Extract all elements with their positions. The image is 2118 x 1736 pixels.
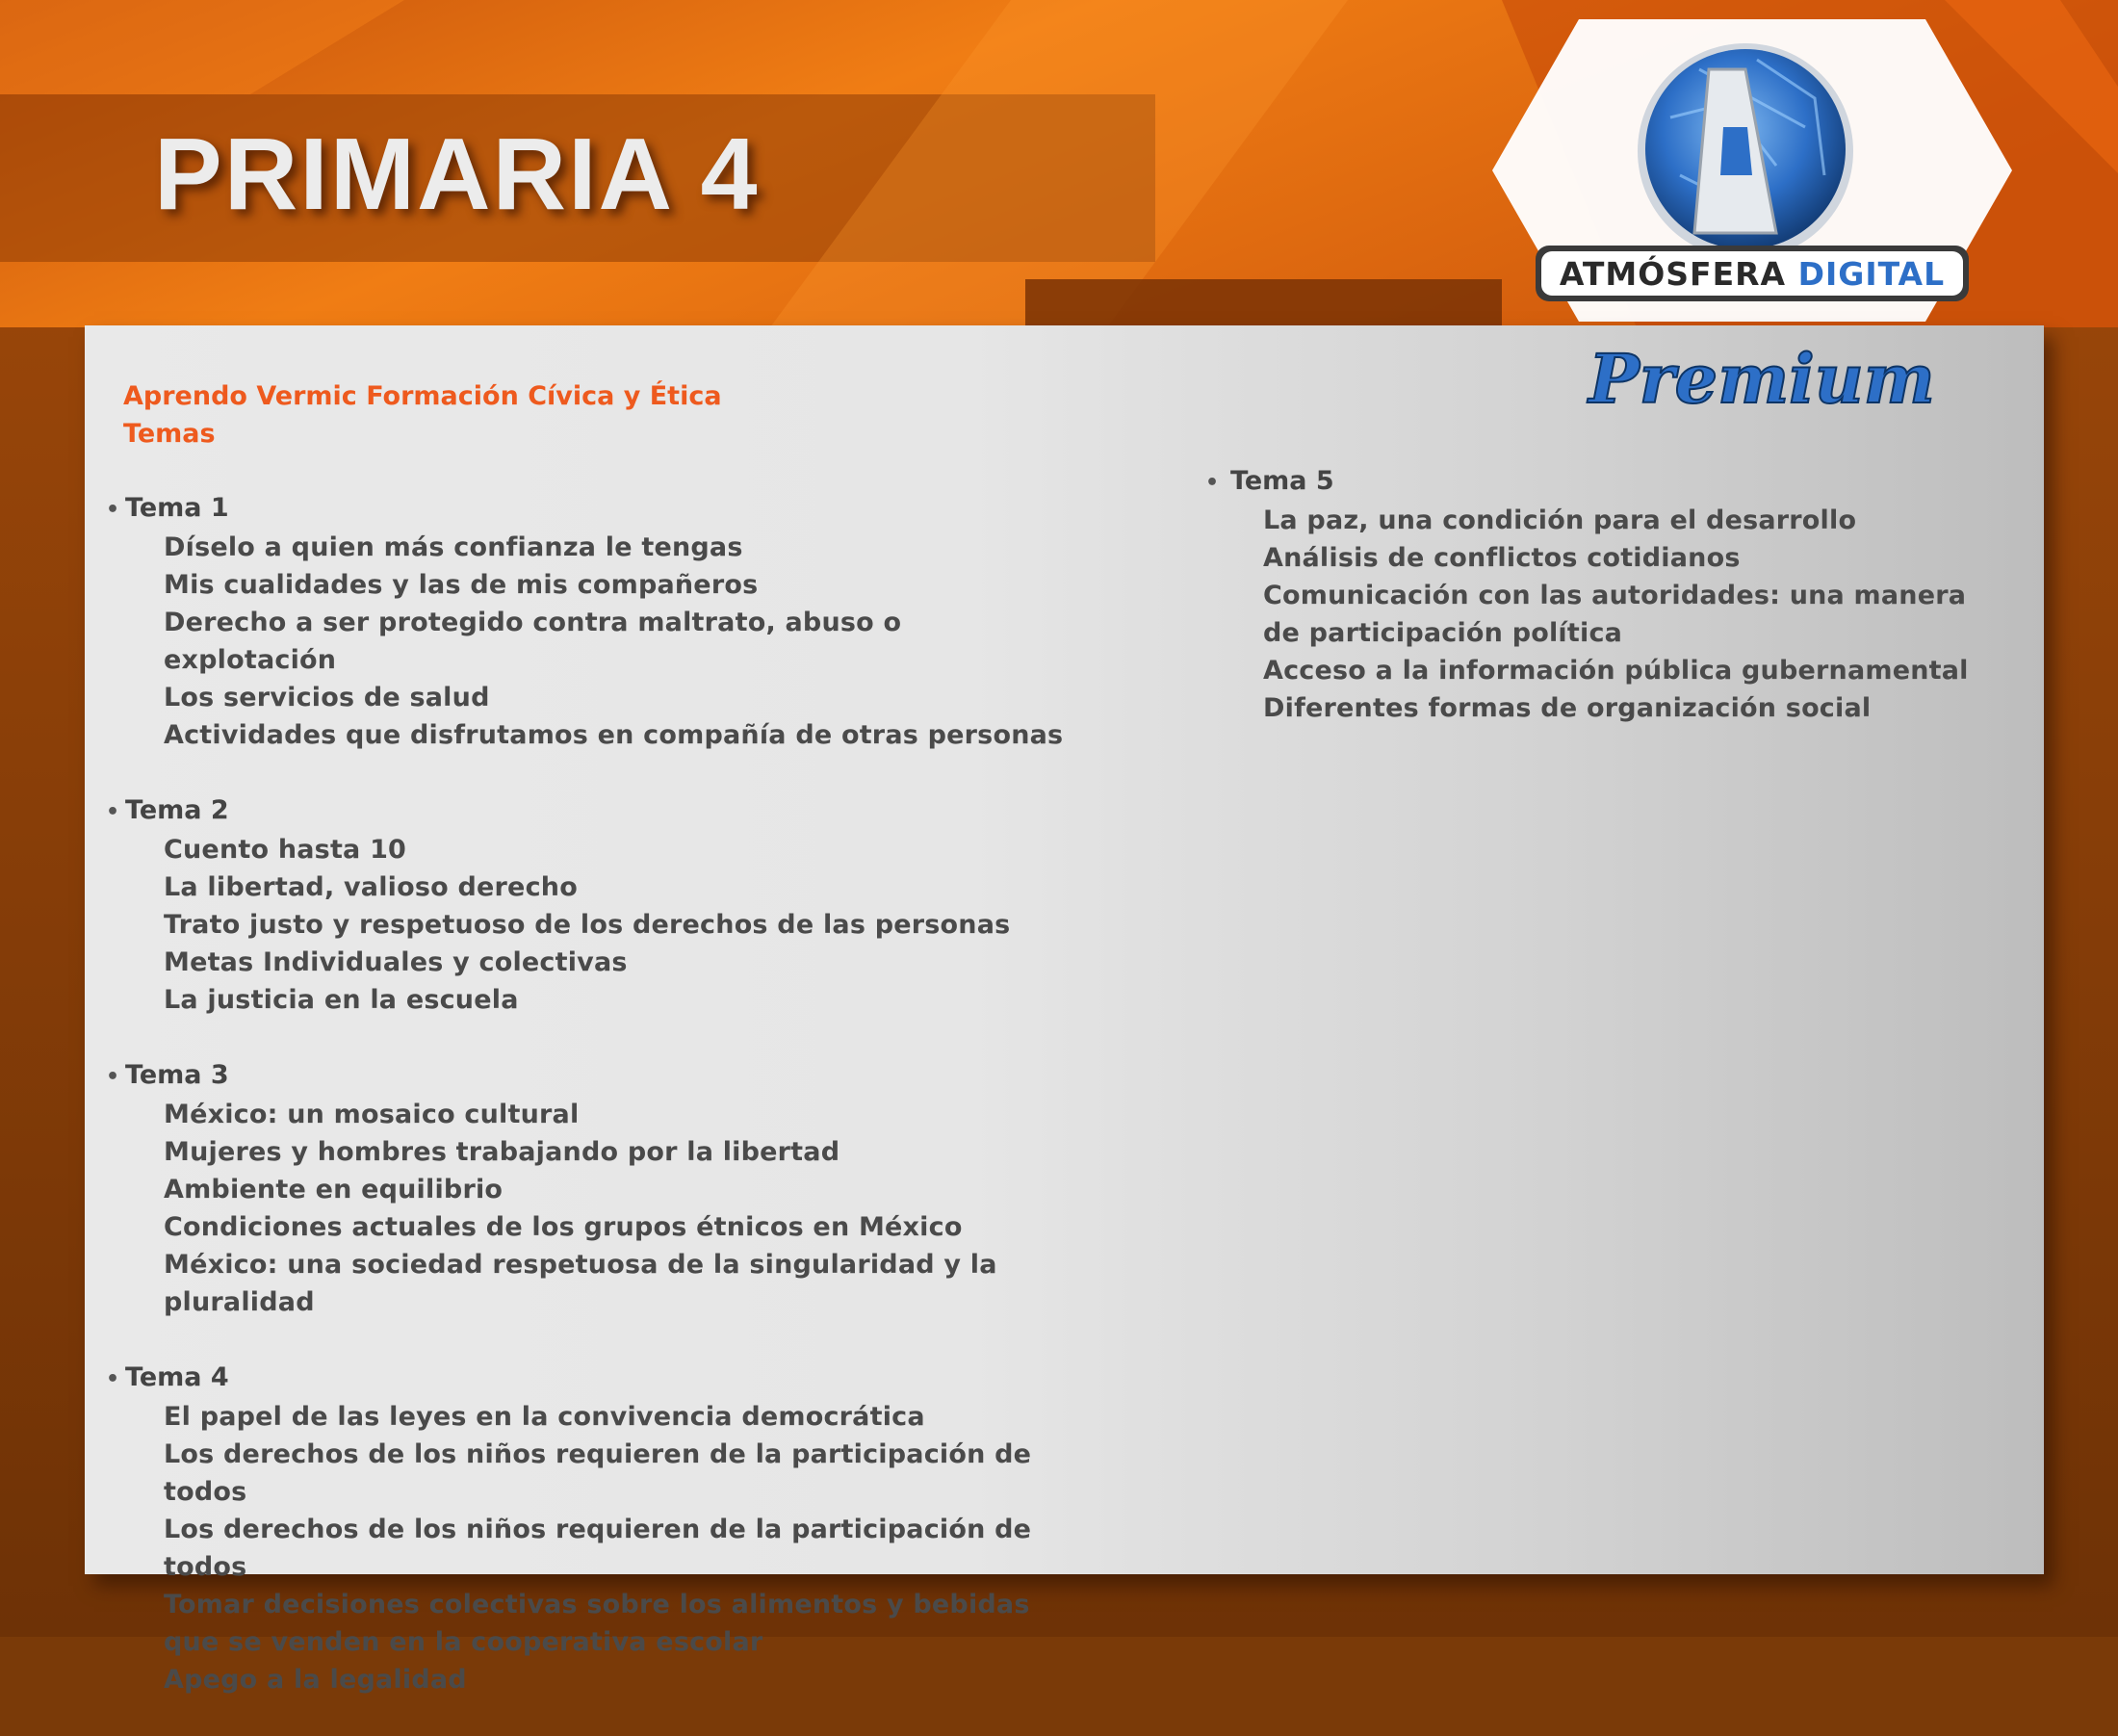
topic-item: Apego a la legalidad (164, 1665, 467, 1695)
topic-item: Trato justo y respetuoso de los derechos de las personas (164, 910, 1011, 940)
topic-item: Metas Individuales y colectivas (164, 947, 628, 977)
temas-left-column (106, 489, 1069, 1736)
topic-item: Cuento hasta 10 (164, 835, 407, 865)
temas-right-column (1205, 462, 1995, 764)
tema-title: • Tema 1 (106, 489, 1069, 529)
tema-title: • Tema 5 (1205, 462, 1995, 502)
topic-item: Derecho a ser protegido contra maltrato, abuso o explotación (164, 608, 902, 675)
topic-item: El papel de las leyes en la convivencia democrática (164, 1402, 925, 1432)
topic-item: Diferentes formas de organización social (1263, 693, 1872, 723)
topic-item: La libertad, valioso derecho (164, 872, 578, 902)
document-title: Aprendo Vermic Formación Cívica y Ética (123, 381, 722, 411)
topic-item: Los servicios de salud (164, 683, 490, 713)
svg-text:ATMÓSFERA DIGITAL (1560, 254, 1945, 293)
topic-item: Comunicación con las autoridades: una manera de participación política (1263, 581, 1967, 648)
topic-item: Tomar decisiones colectivas sobre los alimentos y bebidas que se venden en la cooperativa escolar (164, 1590, 1030, 1657)
tema-title: • Tema 4 (106, 1359, 1069, 1398)
tema-title: • Tema 2 (106, 791, 1069, 831)
bullet-icon: • (106, 1065, 120, 1089)
tema-section (1205, 462, 1995, 727)
svg-text:Premium: Premium (1588, 339, 1935, 419)
logo-text-main: ATMÓSFERA (1559, 255, 1787, 293)
topic-item: Ambiente en equilibrio (164, 1175, 504, 1205)
topic-item: Condiciones actuales de los grupos étnicos en México (164, 1212, 963, 1242)
topic-item: Actividades que disfrutamos en compañía de otras personas (164, 720, 1064, 750)
tema-section (106, 791, 1069, 1019)
logo-text-accent: DIGITAL (1797, 255, 1946, 293)
topic-item: Análisis de conflictos cotidianos (1263, 543, 1741, 573)
topic-item: Díselo a quien más confianza le tengas (164, 532, 743, 562)
bullet-icon: • (106, 1367, 120, 1391)
topic-item: México: una sociedad respetuosa de la singularidad y la pluralidad (164, 1250, 997, 1317)
document-heading (123, 377, 722, 453)
atmosfera-digital-logo (1487, 12, 2017, 329)
page-title: PRIMARIA 4 (154, 117, 760, 231)
topic-item: Acceso a la información pública gubernamental (1263, 656, 1969, 686)
tema-section (106, 1359, 1069, 1698)
topic-item: Mis cualidades y las de mis compañeros (164, 570, 759, 600)
bullet-icon: • (1205, 471, 1220, 495)
document-subtitle: Temas (123, 419, 216, 449)
tema-section (106, 1056, 1069, 1321)
topic-item: Mujeres y hombres trabajando por la libertad (164, 1137, 840, 1167)
premium-label (1588, 327, 1935, 433)
topic-item: La justicia en la escuela (164, 985, 519, 1015)
topic-item: La paz, una condición para el desarrollo (1263, 505, 1857, 535)
bullet-icon: • (106, 498, 120, 522)
topic-item: México: un mosaico cultural (164, 1100, 580, 1129)
topic-item: Los derechos de los niños requieren de la participación de todos (164, 1515, 1032, 1582)
bullet-icon: • (106, 800, 120, 824)
tema-section (106, 489, 1069, 754)
topic-item: Los derechos de los niños requieren de la participación de todos (164, 1439, 1032, 1507)
tema-title: • Tema 3 (106, 1056, 1069, 1096)
